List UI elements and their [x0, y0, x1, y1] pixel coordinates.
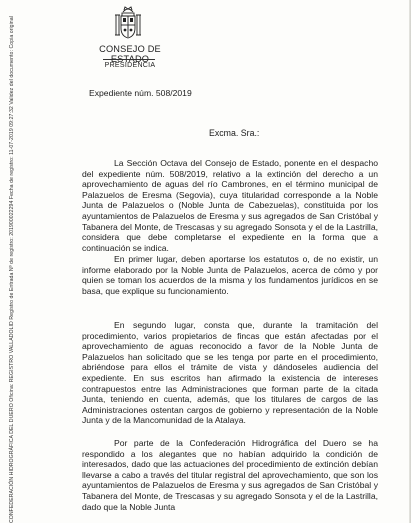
registry-margin-stamp: CONFEDERACIÓN HIDROGRÁFICA DEL DUERO Oficina: REGISTRO VALLADOLID Registro de Entrada Nº de registro: 201900022294 Fecha de registro: 11-07-2019 09:27:32 Validez del documento: Copia original [9, 16, 15, 523]
organization-name: CONSEJO DE ESTADO [99, 44, 161, 64]
file-number: Expediente núm. 508/2019 [89, 88, 192, 98]
body-paragraph-1: La Sección Octava del Consejo de Estado, ponente en el despacho del expediente núm. 508/2019, relativo a la extinción del derecho a un aprovechamiento de aguas del río Cambrones, en el término municipal de Palazuelos de Eresma (Segovia), cuya titularidad corresponde a la Noble Junta de Palazuelos o (Noble Junta de Cabezuelas), constituida por los ayuntamientos de Palazuelos de Eresma y sus agregados de San Cristóbal y Tabanera del Monte, de Trescasas y su agregado Sonsota y el de la Lastrilla, considera que debe completarse el expediente en la forma que a continuación se indica. [82, 158, 378, 253]
header-divider [103, 59, 155, 60]
coat-of-arms-icon [113, 5, 143, 41]
body-paragraph-4: Por parte de la Confederación Hidrográfica del Duero se ha respondido a los alegantes que no habían adquirido la condición de interesados, dado que las actuaciones del procedimiento de extinción debían llevarse a cabo a través del titular registral del aprovechamiento, que son los ayuntamientos de Palazuelos de Eresma y sus agregados de San Cristóbal y Tabanera del Monte, de Trescasas y su agregado Sonsota y el de la Lastrilla, dado que la Noble Junta [82, 438, 378, 512]
department-name: PRESIDENCIA [104, 62, 156, 69]
body-paragraph-2: En primer lugar, deben aportarse los estatutos o, de no existir, un informe elaborado por la Noble Junta de Palazuelos, acerca de cómo y por quien se toman los acuerdos de la misma y los fundamentos jurídicos en se basa, que explique su funcionamiento. [82, 254, 378, 296]
salutation: Excma. Sra.: [209, 128, 260, 138]
body-paragraph-3: En segundo lugar, consta que, durante la tramitación del procedimiento, varios propietarios de fincas que están afectadas por el aprovechamiento de aguas reconocido a favor de la Noble Junta de Palazuelos han solicitado que se les tenga por parte en el procedimiento, abriéndose para ellos el trámite de vista y dándoseles audiencia del expediente. En sus escritos han afirmado la existencia de intereses contrapuestos entre las Administraciones que forman parte de la citada Junta, teniendo en cuenta, además, que los titulares de cargos de las Administraciones ostentan cargos de gobierno y representación de la Noble Junta y de la Mancomunidad de la Atalaya. [82, 320, 378, 426]
